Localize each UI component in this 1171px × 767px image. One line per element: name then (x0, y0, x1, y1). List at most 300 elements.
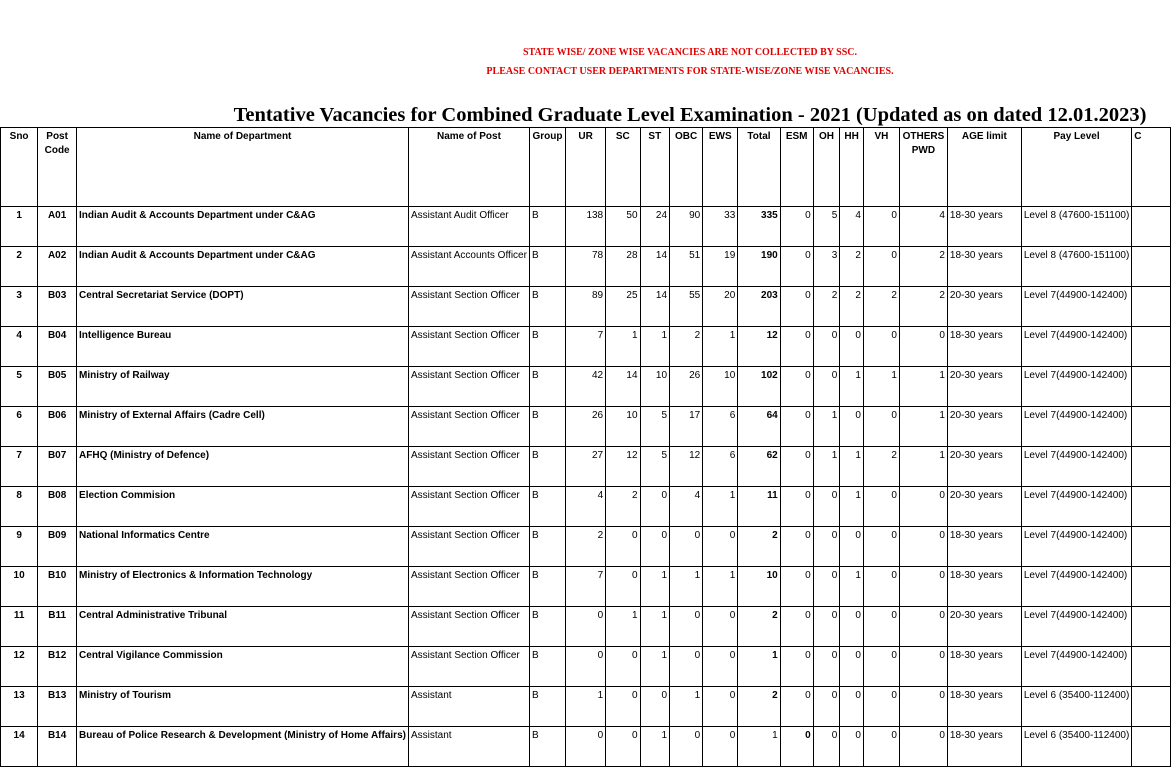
cell-code: B14 (38, 727, 77, 767)
cell-hh: 1 (840, 367, 864, 407)
cell-others: 2 (899, 287, 947, 327)
cell-post: Assistant Section Officer (408, 327, 529, 367)
cell-age: 18-30 years (947, 527, 1021, 567)
cell-ews: 0 (703, 527, 738, 567)
cell-dept: Ministry of External Affairs (Cadre Cell) (77, 407, 409, 447)
cell-ews: 1 (703, 567, 738, 607)
cell-vh: 1 (863, 367, 899, 407)
cell-group: B (529, 527, 565, 567)
cell-age: 20-30 years (947, 607, 1021, 647)
cell-ews: 0 (703, 687, 738, 727)
cell-ews: 1 (703, 327, 738, 367)
cell-sno: 13 (1, 687, 38, 727)
column-header: VH (863, 128, 899, 207)
cell-hh: 0 (840, 727, 864, 767)
cell-ur: 89 (566, 287, 606, 327)
cell-ews: 6 (703, 447, 738, 487)
cell-code: B04 (38, 327, 77, 367)
cell-sc: 2 (606, 487, 640, 527)
table-row (1, 567, 1171, 607)
cell-extra (1132, 567, 1171, 607)
cell-obc: 1 (670, 567, 703, 607)
cell-ur: 0 (566, 607, 606, 647)
cell-age: 18-30 years (947, 567, 1021, 607)
cell-oh: 0 (813, 647, 840, 687)
cell-age: 18-30 years (947, 687, 1021, 727)
column-header: OBC (670, 128, 703, 207)
cell-st: 1 (640, 327, 670, 367)
cell-age: 20-30 years (947, 447, 1021, 487)
cell-sno: 9 (1, 527, 38, 567)
cell-obc: 51 (670, 247, 703, 287)
cell-sno: 6 (1, 407, 38, 447)
cell-age: 18-30 years (947, 247, 1021, 287)
cell-code: B07 (38, 447, 77, 487)
cell-age: 20-30 years (947, 367, 1021, 407)
cell-extra (1132, 647, 1171, 687)
column-header: Name of Department (77, 128, 409, 207)
cell-st: 0 (640, 687, 670, 727)
cell-st: 1 (640, 607, 670, 647)
cell-obc: 0 (670, 647, 703, 687)
cell-extra (1132, 607, 1171, 647)
cell-dept: Ministry of Tourism (77, 687, 409, 727)
cell-sc: 12 (606, 447, 640, 487)
cell-extra (1132, 247, 1171, 287)
cell-esm: 0 (780, 647, 813, 687)
cell-sc: 0 (606, 687, 640, 727)
column-header: EWS (703, 128, 738, 207)
cell-hh: 1 (840, 567, 864, 607)
cell-total: 12 (738, 327, 780, 367)
cell-age: 18-30 years (947, 207, 1021, 247)
column-header: SC (606, 128, 640, 207)
cell-esm: 0 (780, 367, 813, 407)
cell-pay: Level 7(44900-142400) (1021, 527, 1131, 567)
cell-hh: 0 (840, 327, 864, 367)
cell-obc: 2 (670, 327, 703, 367)
cell-oh: 0 (813, 327, 840, 367)
cell-sno: 2 (1, 247, 38, 287)
cell-total: 2 (738, 527, 780, 567)
cell-post: Assistant Section Officer (408, 447, 529, 487)
cell-post: Assistant (408, 687, 529, 727)
cell-vh: 0 (863, 687, 899, 727)
cell-others: 0 (899, 727, 947, 767)
cell-post: Assistant Section Officer (408, 607, 529, 647)
cell-pay: Level 8 (47600-151100) (1021, 207, 1131, 247)
cell-group: B (529, 647, 565, 687)
cell-pay: Level 6 (35400-112400) (1021, 687, 1131, 727)
cell-extra (1132, 327, 1171, 367)
cell-ews: 6 (703, 407, 738, 447)
cell-ur: 42 (566, 367, 606, 407)
cell-group: B (529, 607, 565, 647)
cell-sc: 10 (606, 407, 640, 447)
cell-dept: AFHQ (Ministry of Defence) (77, 447, 409, 487)
cell-group: B (529, 207, 565, 247)
cell-ur: 4 (566, 487, 606, 527)
cell-others: 0 (899, 607, 947, 647)
cell-esm: 0 (780, 207, 813, 247)
cell-st: 10 (640, 367, 670, 407)
column-header: ESM (780, 128, 813, 207)
cell-obc: 12 (670, 447, 703, 487)
cell-sc: 1 (606, 607, 640, 647)
cell-ur: 0 (566, 727, 606, 767)
cell-group: B (529, 407, 565, 447)
column-header: HH (840, 128, 864, 207)
cell-hh: 4 (840, 207, 864, 247)
table-row (1, 407, 1171, 447)
cell-others: 0 (899, 687, 947, 727)
cell-sno: 10 (1, 567, 38, 607)
column-header: UR (566, 128, 606, 207)
cell-oh: 5 (813, 207, 840, 247)
table-row (1, 367, 1171, 407)
table-row (1, 687, 1171, 727)
table-row (1, 527, 1171, 567)
cell-dept: Intelligence Bureau (77, 327, 409, 367)
cell-hh: 1 (840, 487, 864, 527)
cell-extra (1132, 727, 1171, 767)
column-header: OH (813, 128, 840, 207)
cell-oh: 0 (813, 367, 840, 407)
table-row (1, 487, 1171, 527)
cell-code: B11 (38, 607, 77, 647)
cell-ews: 0 (703, 647, 738, 687)
cell-others: 0 (899, 567, 947, 607)
cell-esm: 0 (780, 407, 813, 447)
cell-vh: 0 (863, 647, 899, 687)
cell-extra (1132, 487, 1171, 527)
cell-group: B (529, 487, 565, 527)
cell-dept: Indian Audit & Accounts Department under C&AG (77, 247, 409, 287)
cell-dept: Election Commision (77, 487, 409, 527)
cell-code: B09 (38, 527, 77, 567)
table-row (1, 607, 1171, 647)
cell-group: B (529, 247, 565, 287)
cell-oh: 0 (813, 687, 840, 727)
cell-oh: 0 (813, 567, 840, 607)
column-header: Total (738, 128, 780, 207)
cell-others: 0 (899, 327, 947, 367)
cell-oh: 0 (813, 607, 840, 647)
cell-esm: 0 (780, 487, 813, 527)
cell-hh: 0 (840, 647, 864, 687)
cell-dept: Ministry of Electronics & Information Technology (77, 567, 409, 607)
cell-total: 10 (738, 567, 780, 607)
cell-age: 18-30 years (947, 647, 1021, 687)
cell-extra (1132, 287, 1171, 327)
cell-obc: 26 (670, 367, 703, 407)
cell-group: B (529, 567, 565, 607)
cell-post: Assistant Accounts Officer (408, 247, 529, 287)
cell-group: B (529, 447, 565, 487)
cell-oh: 0 (813, 727, 840, 767)
cell-pay: Level 7(44900-142400) (1021, 287, 1131, 327)
cell-total: 190 (738, 247, 780, 287)
cell-oh: 1 (813, 407, 840, 447)
cell-esm: 0 (780, 447, 813, 487)
table-row (1, 727, 1171, 767)
cell-ur: 0 (566, 647, 606, 687)
cell-code: B05 (38, 367, 77, 407)
cell-extra (1132, 367, 1171, 407)
cell-ews: 0 (703, 727, 738, 767)
cell-sno: 4 (1, 327, 38, 367)
cell-sno: 7 (1, 447, 38, 487)
cell-st: 14 (640, 287, 670, 327)
cell-post: Assistant Section Officer (408, 407, 529, 447)
cell-pay: Level 6 (35400-112400) (1021, 727, 1131, 767)
cell-oh: 1 (813, 447, 840, 487)
cell-dept: National Informatics Centre (77, 527, 409, 567)
cell-vh: 0 (863, 407, 899, 447)
notice-line-1: STATE WISE/ ZONE WISE VACANCIES ARE NOT COLLECTED BY SSC. (522, 47, 857, 58)
cell-others: 0 (899, 527, 947, 567)
cell-vh: 0 (863, 327, 899, 367)
cell-pay: Level 8 (47600-151100) (1021, 247, 1131, 287)
cell-obc: 1 (670, 687, 703, 727)
cell-ews: 10 (703, 367, 738, 407)
cell-vh: 0 (863, 727, 899, 767)
cell-ur: 138 (566, 207, 606, 247)
cell-dept: Ministry of Railway (77, 367, 409, 407)
cell-vh: 0 (863, 527, 899, 567)
cell-code: B12 (38, 647, 77, 687)
cell-ews: 0 (703, 607, 738, 647)
cell-post: Assistant Section Officer (408, 367, 529, 407)
column-header: Sno (1, 128, 38, 207)
cell-oh: 3 (813, 247, 840, 287)
cell-group: B (529, 687, 565, 727)
table-row (1, 327, 1171, 367)
cell-group: B (529, 367, 565, 407)
cell-post: Assistant (408, 727, 529, 767)
cell-hh: 0 (840, 407, 864, 447)
table-row (1, 207, 1171, 247)
cell-post: Assistant Section Officer (408, 567, 529, 607)
cell-others: 0 (899, 647, 947, 687)
cell-hh: 2 (840, 287, 864, 327)
cell-st: 1 (640, 647, 670, 687)
cell-esm: 0 (780, 247, 813, 287)
cell-post: Assistant Audit Officer (408, 207, 529, 247)
cell-sno: 1 (1, 207, 38, 247)
cell-st: 1 (640, 567, 670, 607)
cell-sc: 50 (606, 207, 640, 247)
cell-st: 5 (640, 407, 670, 447)
cell-dept: Bureau of Police Research & Development (Ministry of Home Affairs) (77, 727, 409, 767)
cell-esm: 0 (780, 727, 813, 767)
cell-code: B08 (38, 487, 77, 527)
cell-vh: 0 (863, 567, 899, 607)
cell-pay: Level 7(44900-142400) (1021, 567, 1131, 607)
cell-post: Assistant Section Officer (408, 527, 529, 567)
cell-post: Assistant Section Officer (408, 647, 529, 687)
cell-group: B (529, 287, 565, 327)
cell-total: 1 (738, 727, 780, 767)
cell-ur: 2 (566, 527, 606, 567)
column-header: ST (640, 128, 670, 207)
cell-vh: 0 (863, 247, 899, 287)
cell-ews: 1 (703, 487, 738, 527)
table-body (1, 207, 1171, 767)
cell-pay: Level 7(44900-142400) (1021, 607, 1131, 647)
cell-dept: Central Vigilance Commission (77, 647, 409, 687)
cell-sno: 5 (1, 367, 38, 407)
cell-age: 20-30 years (947, 487, 1021, 527)
cell-obc: 0 (670, 527, 703, 567)
cell-sno: 12 (1, 647, 38, 687)
cell-sc: 0 (606, 567, 640, 607)
cell-age: 18-30 years (947, 727, 1021, 767)
cell-dept: Indian Audit & Accounts Department under C&AG (77, 207, 409, 247)
cell-total: 203 (738, 287, 780, 327)
cell-esm: 0 (780, 527, 813, 567)
cell-total: 64 (738, 407, 780, 447)
column-header: Pay Level (1021, 128, 1131, 207)
cell-hh: 0 (840, 687, 864, 727)
cell-code: B03 (38, 287, 77, 327)
cell-sno: 8 (1, 487, 38, 527)
cell-total: 62 (738, 447, 780, 487)
cell-sc: 28 (606, 247, 640, 287)
column-header: OTHERS PWD (899, 128, 947, 207)
cell-hh: 1 (840, 447, 864, 487)
cell-total: 102 (738, 367, 780, 407)
cell-esm: 0 (780, 327, 813, 367)
cell-vh: 0 (863, 487, 899, 527)
cell-ur: 1 (566, 687, 606, 727)
cell-total: 2 (738, 687, 780, 727)
column-header: Name of Post (408, 128, 529, 207)
cell-sc: 0 (606, 647, 640, 687)
cell-esm: 0 (780, 687, 813, 727)
column-header: C (1132, 128, 1171, 207)
cell-total: 2 (738, 607, 780, 647)
cell-others: 4 (899, 207, 947, 247)
cell-ews: 20 (703, 287, 738, 327)
table-row (1, 247, 1171, 287)
cell-ur: 7 (566, 567, 606, 607)
cell-st: 5 (640, 447, 670, 487)
cell-sc: 25 (606, 287, 640, 327)
cell-vh: 0 (863, 607, 899, 647)
cell-oh: 0 (813, 527, 840, 567)
cell-hh: 0 (840, 607, 864, 647)
cell-oh: 2 (813, 287, 840, 327)
cell-pay: Level 7(44900-142400) (1021, 487, 1131, 527)
cell-others: 1 (899, 407, 947, 447)
cell-vh: 2 (863, 287, 899, 327)
cell-ur: 26 (566, 407, 606, 447)
cell-ews: 33 (703, 207, 738, 247)
cell-obc: 0 (670, 727, 703, 767)
cell-sno: 11 (1, 607, 38, 647)
cell-extra (1132, 447, 1171, 487)
cell-hh: 0 (840, 527, 864, 567)
cell-age: 20-30 years (947, 407, 1021, 447)
cell-total: 335 (738, 207, 780, 247)
cell-extra (1132, 527, 1171, 567)
cell-st: 0 (640, 487, 670, 527)
column-header: Post Code (38, 128, 77, 207)
cell-others: 1 (899, 367, 947, 407)
cell-vh: 0 (863, 207, 899, 247)
cell-total: 1 (738, 647, 780, 687)
cell-esm: 0 (780, 287, 813, 327)
cell-st: 1 (640, 727, 670, 767)
cell-extra (1132, 207, 1171, 247)
cell-vh: 2 (863, 447, 899, 487)
cell-sc: 0 (606, 727, 640, 767)
cell-obc: 90 (670, 207, 703, 247)
cell-esm: 0 (780, 567, 813, 607)
cell-oh: 0 (813, 487, 840, 527)
cell-code: A01 (38, 207, 77, 247)
cell-obc: 55 (670, 287, 703, 327)
cell-others: 1 (899, 447, 947, 487)
table-row (1, 647, 1171, 687)
cell-code: B10 (38, 567, 77, 607)
cell-st: 0 (640, 527, 670, 567)
cell-obc: 4 (670, 487, 703, 527)
cell-pay: Level 7(44900-142400) (1021, 407, 1131, 447)
table-row (1, 447, 1171, 487)
cell-extra (1132, 407, 1171, 447)
cell-obc: 0 (670, 607, 703, 647)
cell-sc: 0 (606, 527, 640, 567)
cell-ur: 78 (566, 247, 606, 287)
cell-age: 18-30 years (947, 327, 1021, 367)
cell-sc: 14 (606, 367, 640, 407)
cell-ur: 7 (566, 327, 606, 367)
cell-total: 11 (738, 487, 780, 527)
cell-ews: 19 (703, 247, 738, 287)
cell-sno: 14 (1, 727, 38, 767)
cell-hh: 2 (840, 247, 864, 287)
cell-code: B06 (38, 407, 77, 447)
table-row (1, 287, 1171, 327)
cell-code: A02 (38, 247, 77, 287)
cell-ur: 27 (566, 447, 606, 487)
notice-line-2: PLEASE CONTACT USER DEPARTMENTS FOR STATE-WISE/ZONE WISE VACANCIES. (486, 66, 894, 77)
cell-others: 0 (899, 487, 947, 527)
cell-sno: 3 (1, 287, 38, 327)
cell-dept: Central Secretariat Service (DOPT) (77, 287, 409, 327)
cell-group: B (529, 727, 565, 767)
cell-pay: Level 7(44900-142400) (1021, 367, 1131, 407)
cell-esm: 0 (780, 607, 813, 647)
page-title: Tentative Vacancies for Combined Graduate Level Examination - 2021 (Updated as on dated 12.01.2023) (233, 104, 1147, 126)
cell-code: B13 (38, 687, 77, 727)
cell-st: 24 (640, 207, 670, 247)
cell-post: Assistant Section Officer (408, 487, 529, 527)
cell-pay: Level 7(44900-142400) (1021, 327, 1131, 367)
cell-group: B (529, 327, 565, 367)
cell-dept: Central Administrative Tribunal (77, 607, 409, 647)
cell-others: 2 (899, 247, 947, 287)
cell-pay: Level 7(44900-142400) (1021, 447, 1131, 487)
vacancy-table (0, 127, 1171, 767)
column-header: Group (529, 128, 565, 207)
column-header: AGE limit (947, 128, 1021, 207)
cell-sc: 1 (606, 327, 640, 367)
cell-st: 14 (640, 247, 670, 287)
cell-obc: 17 (670, 407, 703, 447)
